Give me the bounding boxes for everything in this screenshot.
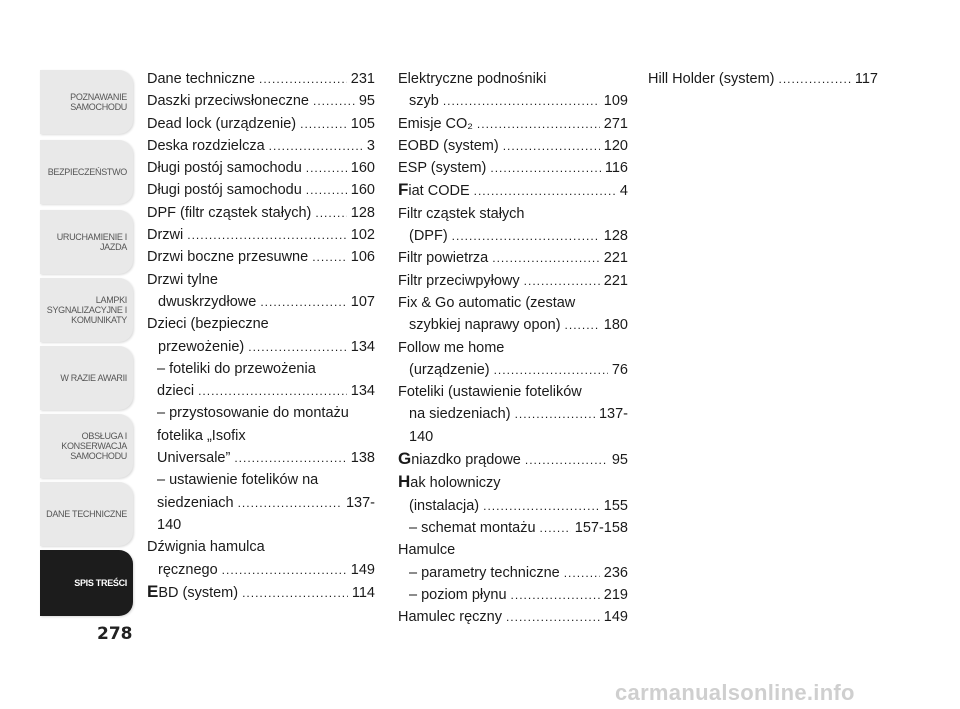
tab-obsluga[interactable] [40,414,133,478]
index-entry[interactable]: Gniazdko prądowe ..... 95 [398,448,628,471]
index-entry[interactable]: Dane techniczne ..... 231 [147,68,375,90]
index-entry-heading: Elektryczne podnośniki [398,71,547,87]
watermark: carmanualsonline.info [615,680,855,705]
index-subentry[interactable]: – poziom płynu ..... 219 [398,584,628,606]
index-entry[interactable]: szyb ..... 109 [398,90,628,112]
tab-uruchamianie[interactable] [40,210,133,274]
index-subentry-heading: – foteliki do przewożenia [157,360,316,377]
index-subentry[interactable]: – schemat montażu ..... 157-158 [398,517,628,539]
index-entry-heading: Hamulce [398,542,456,559]
index-page-continuation: 140 [409,428,434,445]
tab-poznawanie[interactable] [40,70,133,134]
letter-capital: H [398,472,411,492]
index-entry-heading: Dźwignia hamulca [147,539,265,556]
index-entry[interactable]: Deska rozdzielcza ..... 3 [147,135,375,157]
index-subentry-heading: – ustawienie fotelików na [157,472,319,489]
index-entry[interactable]: Długi postój samochodu ..... 160 [147,157,375,179]
index-column-3 [648,68,878,90]
index-entry[interactable]: Filtr przeciwpyłowy ..... 221 [398,270,628,292]
index-entry[interactable]: ESP (system) ..... 116 [398,157,628,179]
index-page-continuation: 140 [157,516,182,533]
tab-label: SPIS TREŚCI [74,578,127,588]
index-entry[interactable]: Daszki przeciwsłoneczne ..... 95 [147,90,375,112]
index-entry[interactable]: Emisje CO₂ ..... 271 [398,113,628,135]
tab-spis-tresci[interactable] [40,550,133,616]
index-entry-heading: Dzieci (bezpieczne [147,316,269,333]
index-entry-heading: Fix & Go automatic (zestaw [398,294,576,311]
index-entry[interactable]: DPF (filtr cząstek stałych) ..... 128 [147,202,375,224]
index-entry[interactable]: Filtr powietrza ..... 221 [398,247,628,269]
tab-label: LAMPKI SYGNALIZACYJNE I KOMUNIKATY [46,295,127,325]
index-entry-heading: Hak holowniczy [398,472,501,492]
index-entry[interactable]: (DPF) ..... 128 [398,225,628,247]
index-entry[interactable]: EOBD (system) ..... 120 [398,135,628,157]
index-entry[interactable]: ręcznego ..... 149 [147,559,375,581]
index-subentry[interactable]: – parametry techniczne ..... 236 [398,562,628,584]
index-subentry[interactable]: dzieci ..... 134 [147,380,375,402]
letter-capital: G [398,449,412,469]
index-entry-heading: Follow me home [398,339,505,356]
tab-label: W RAZIE AWARII [60,373,127,383]
index-subentry-heading: fotelika „Isofix [157,427,246,444]
tab-label: DANE TECHNICZNE [46,509,127,519]
index-entry[interactable]: (instalacja) ..... 155 [398,495,628,517]
tab-label: OBSŁUGA I KONSERWACJA SAMOCHODU [61,431,127,461]
index-entry[interactable]: EBD (system) ..... 114 [147,581,375,604]
tab-lampki[interactable] [40,278,133,342]
index-entry-heading: Drzwi tylne [147,271,218,288]
index-column-2 [398,68,628,628]
index-entry[interactable]: przewożenie) ..... 134 [147,336,375,358]
tab-w-razie-awarii[interactable] [40,346,133,410]
letter-capital: F [398,180,409,200]
index-entry[interactable]: na siedzeniach) ..... 137- [398,403,628,425]
index-entry[interactable]: Długi postój samochodu ..... 160 [147,179,375,201]
tab-label: POZNAWANIE SAMOCHODU [70,92,127,112]
index-entry[interactable]: Drzwi boczne przesuwne ..... 106 [147,246,375,268]
tab-label: BEZPIECZEŃSTWO [47,167,127,177]
letter-capital: E [147,581,159,601]
index-entry-heading: Filtr cząstek stałych [398,205,525,222]
index-subentry-heading: – przystosowanie do montażu [157,405,349,422]
index-entry[interactable]: (urządzenie) ..... 76 [398,359,628,381]
index-entry[interactable]: dwuskrzydłowe ..... 107 [147,291,375,313]
index-entry[interactable]: Hamulec ręczny ..... 149 [398,606,628,628]
index-entry[interactable]: Fiat CODE ..... 4 [398,179,628,202]
page-number: 278 [97,624,133,644]
index-entry[interactable]: Hill Holder (system) ..... 117 [648,68,878,90]
index-subentry[interactable]: siedzeniach ..... 137- [147,492,375,514]
index-entry[interactable]: Drzwi ..... 102 [147,224,375,246]
tab-bezpieczenstwo[interactable] [40,140,133,204]
index-subentry[interactable]: Universale” ..... 138 [147,447,375,469]
tab-dane-techniczne[interactable] [40,482,133,546]
index-entry-heading: Foteliki (ustawienie fotelików [398,384,582,401]
tab-label: URUCHAMIENIE I JAZDA [56,232,127,252]
index-entry[interactable]: szybkiej naprawy opon) ..... 180 [398,314,628,336]
index-entry[interactable]: Dead lock (urządzenie) ..... 105 [147,113,375,135]
index-column-1 [147,68,375,604]
